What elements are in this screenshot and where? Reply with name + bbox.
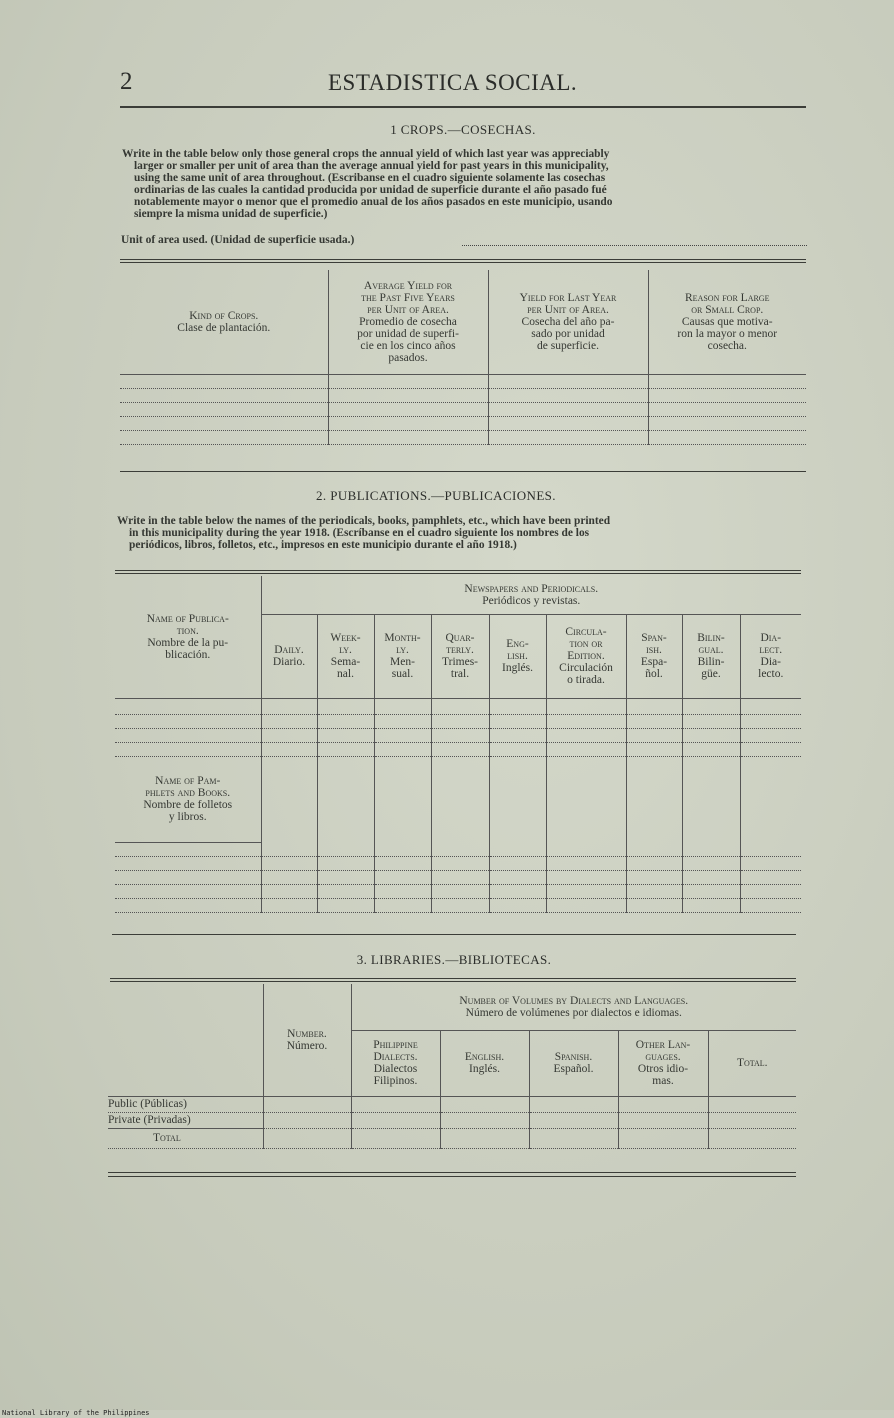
publications-table-bottom-rule (112, 934, 796, 935)
page-title: ESTADISTICA SOCIAL. (328, 70, 578, 95)
publication-entry-cell[interactable] (115, 698, 261, 714)
crops-entry-cell[interactable] (328, 402, 488, 416)
publication-entry-cell[interactable] (740, 728, 801, 742)
crops-table-bottom-rule (120, 471, 806, 472)
pamphlet-entry-cell[interactable] (682, 884, 740, 898)
col-english: Eng- lish. Inglés. (489, 614, 546, 698)
publication-entry-cell[interactable] (374, 742, 431, 756)
pamphlet-entry-cell[interactable] (740, 856, 801, 870)
publication-entry-cell[interactable] (489, 714, 546, 728)
pamphlet-entry-cell[interactable] (115, 842, 261, 856)
crops-table (120, 270, 806, 445)
pamphlet-entry-cell[interactable] (546, 856, 626, 870)
publication-entry-cell[interactable] (682, 742, 740, 756)
publication-entry-cell[interactable] (115, 728, 261, 742)
libraries-table-bottom-rule (108, 1176, 796, 1177)
library-entry-cell[interactable] (529, 1128, 618, 1148)
library-entry-cell[interactable] (351, 1112, 440, 1128)
pamphlet-entry-cell[interactable] (374, 870, 431, 884)
crops-entry-cell[interactable] (488, 402, 648, 416)
publication-entry-cell[interactable] (317, 698, 374, 714)
pamphlet-entry-cell[interactable] (489, 870, 546, 884)
pamphlet-entry-cell[interactable] (626, 842, 682, 856)
publication-entry-cell[interactable] (546, 698, 626, 714)
publications-table-top-rule (115, 570, 801, 571)
library-entry-cell[interactable] (708, 1112, 796, 1128)
pamphlet-entry-cell[interactable] (682, 842, 740, 856)
pamphlet-entry-cell[interactable] (374, 856, 431, 870)
publication-entry-cell[interactable] (489, 742, 546, 756)
crops-entry-cell[interactable] (488, 388, 648, 402)
pamphlet-entry-cell[interactable] (546, 842, 626, 856)
pamphlet-entry-cell[interactable] (261, 898, 317, 912)
publication-entry-cell[interactable] (115, 714, 261, 728)
pamphlet-entry-cell[interactable] (431, 884, 489, 898)
library-entry-cell[interactable] (529, 1112, 618, 1128)
pamphlet-entry-cell[interactable] (374, 884, 431, 898)
crops-intro-line: ordinarias de las cuales la cantidad producida por unidad de superficie durante el año pasado fué (134, 184, 607, 196)
crops-intro-line: using the same unit of area throughout. (Escribanse en el cuadro siguiente solamente las cosechas (134, 172, 606, 184)
crops-header-last-year: Yield for Last Year per Unit of Area. Cosecha del año pa- sado por unidad de superficie. (488, 270, 648, 374)
unit-of-area-label: Unit of area used. (Unidad de superficie usada.) (121, 234, 355, 246)
pamphlet-entry-cell[interactable] (115, 884, 261, 898)
pamphlet-entry-cell[interactable] (489, 884, 546, 898)
library-entry-cell[interactable] (618, 1128, 708, 1148)
publication-entry-cell[interactable] (626, 698, 682, 714)
publication-entry-cell[interactable] (374, 728, 431, 742)
col-library-spanish: Spanish. Español. (529, 1030, 618, 1096)
crops-section-title: 1 CROPS.—COSECHAS. (390, 122, 536, 137)
pamphlet-entry-cell[interactable] (740, 870, 801, 884)
library-entry-cell[interactable] (708, 1096, 796, 1112)
publication-entry-cell[interactable] (374, 714, 431, 728)
crops-entry-cell[interactable] (648, 416, 806, 430)
pamphlet-entry-cell[interactable] (489, 898, 546, 912)
publications-table (115, 576, 801, 913)
crops-entry-cell[interactable] (488, 430, 648, 444)
col-dialect: Dia- lect. Dia- lecto. (740, 614, 801, 698)
libraries-section-title: 3. LIBRARIES.—BIBLIOTECAS. (356, 952, 552, 967)
publication-entry-cell[interactable] (431, 714, 489, 728)
library-entry-cell[interactable] (618, 1096, 708, 1112)
pamphlet-entry-cell[interactable] (682, 856, 740, 870)
publication-entry-cell[interactable] (317, 714, 374, 728)
crops-entry-cell[interactable] (328, 388, 488, 402)
crops-header-average: Average Yield for the Past Five Years per Unit of Area. Promedio de cosecha por unidad de superfi- cie en los cinco años pasados. (328, 270, 488, 374)
pamphlet-entry-cell[interactable] (115, 870, 261, 884)
volumes-group-header: Number of Volumes by Dialects and Languages. Número de volúmenes por dialectos e idiomas. (351, 984, 796, 1030)
publications-intro (117, 515, 811, 551)
col-library-total: Total. (708, 1030, 796, 1096)
pamphlet-entry-cell[interactable] (317, 870, 374, 884)
publication-entry-cell[interactable] (431, 728, 489, 742)
crops-table-top-rule (120, 262, 806, 263)
pamphlet-entry-cell[interactable] (431, 842, 489, 856)
pamphlet-entry-cell[interactable] (317, 898, 374, 912)
libraries-table-top-rule (110, 981, 796, 982)
publication-entry-cell[interactable] (682, 698, 740, 714)
publication-entry-cell[interactable] (740, 742, 801, 756)
unit-of-area-field[interactable] (462, 245, 807, 246)
publication-entry-cell[interactable] (261, 728, 317, 742)
pamphlet-entry-cell[interactable] (626, 884, 682, 898)
pamphlet-entry-cell[interactable] (115, 898, 261, 912)
pamphlet-entry-cell[interactable] (317, 884, 374, 898)
col-philippine-dialects: Philippine Dialects. Dialectos Filipinos. (351, 1030, 440, 1096)
pamphlet-entry-cell[interactable] (261, 884, 317, 898)
library-entry-cell[interactable] (618, 1112, 708, 1128)
pamphlet-entry-cell[interactable] (431, 870, 489, 884)
crops-entry-cell[interactable] (120, 388, 328, 402)
libraries-table-bottom-rule (108, 1172, 796, 1173)
pamphlet-entry-cell[interactable] (317, 842, 374, 856)
crops-entry-cell[interactable] (648, 374, 806, 388)
pamphlet-entry-cell[interactable] (431, 898, 489, 912)
publication-entry-cell[interactable] (489, 728, 546, 742)
libraries-table-top-rule (110, 978, 796, 979)
publication-entry-cell[interactable] (317, 742, 374, 756)
crops-entry-cell[interactable] (328, 416, 488, 430)
library-entry-cell[interactable] (529, 1096, 618, 1112)
crops-intro (122, 148, 812, 220)
crops-entry-cell[interactable] (488, 374, 648, 388)
publication-entry-cell[interactable] (546, 714, 626, 728)
col-spanish: Span- ish. Espa- ñol. (626, 614, 682, 698)
publication-entry-cell[interactable] (626, 728, 682, 742)
library-entry-cell[interactable] (440, 1128, 529, 1148)
library-credit: National Library of the Philippines (2, 1409, 150, 1417)
pamphlet-entry-cell[interactable] (317, 856, 374, 870)
pamphlet-entry-cell[interactable] (740, 884, 801, 898)
pamphlet-entry-cell[interactable] (682, 870, 740, 884)
pamphlet-entry-cell[interactable] (115, 856, 261, 870)
library-entry-cell[interactable] (263, 1096, 351, 1112)
publication-entry-cell[interactable] (261, 714, 317, 728)
col-circulation: Circula- tion or Edition. Circulación o tirada. (546, 614, 626, 698)
publication-name-header: Name of Publica- tion. Nombre de la pu- blicación. (115, 576, 261, 698)
crops-entry-cell[interactable] (120, 430, 328, 444)
crops-entry-cell[interactable] (488, 416, 648, 430)
crops-header-kind: Kind of Crops. Clase de plantación. (120, 270, 328, 374)
pamphlet-entry-cell[interactable] (546, 884, 626, 898)
col-other-languages: Other Lan- guages. Otros idio- mas. (618, 1030, 708, 1096)
publication-entry-cell[interactable] (261, 698, 317, 714)
pamphlet-entry-cell[interactable] (740, 898, 801, 912)
library-row-private-label: Private (Privadas) (108, 1112, 263, 1128)
publication-entry-cell[interactable] (546, 728, 626, 742)
publications-table-top-rule (115, 573, 801, 574)
publication-entry-cell[interactable] (682, 728, 740, 742)
crops-table-top-rule (120, 259, 806, 260)
publication-entry-cell[interactable] (546, 742, 626, 756)
crops-intro-line: larger or smaller per unit of area than the average annual yield for past years in this municipality, (134, 160, 609, 172)
pamphlet-entry-cell[interactable] (546, 870, 626, 884)
pamphlet-entry-cell[interactable] (740, 842, 801, 856)
library-number-header: Number. Número. (263, 984, 351, 1096)
pamphlet-entry-cell[interactable] (626, 856, 682, 870)
publications-section-title: 2. PUBLICATIONS.—PUBLICACIONES. (316, 488, 556, 503)
pamphlet-entry-cell[interactable] (546, 898, 626, 912)
library-entry-cell[interactable] (263, 1112, 351, 1128)
pamphlet-entry-cell[interactable] (431, 856, 489, 870)
publication-entry-cell[interactable] (489, 698, 546, 714)
libraries-table (108, 984, 796, 1149)
pamphlet-entry-cell[interactable] (261, 856, 317, 870)
col-bilingual: Bilin- gual. Bilin- güe. (682, 614, 740, 698)
pamphlet-entry-cell[interactable] (626, 898, 682, 912)
col-weekly: Week- ly. Sema- nal. (317, 614, 374, 698)
page-number: 2 (120, 68, 133, 95)
crops-entry-cell[interactable] (120, 402, 328, 416)
publication-entry-cell[interactable] (740, 714, 801, 728)
col-quarterly: Quar- terly. Trimes- tral. (431, 614, 489, 698)
header-rule (120, 106, 806, 108)
publications-intro-line: periódicos, libros, folletos, etc., impresos en este municipio durante el año 1918.) (129, 539, 517, 551)
library-row-public-label: Public (Públicas) (108, 1096, 263, 1112)
publication-entry-cell[interactable] (115, 742, 261, 756)
pamphlet-entry-cell[interactable] (682, 898, 740, 912)
library-entry-cell[interactable] (440, 1096, 529, 1112)
pamphlet-entry-cell[interactable] (374, 898, 431, 912)
crops-entry-cell[interactable] (648, 430, 806, 444)
pamphlet-entry-cell[interactable] (261, 842, 317, 856)
library-entry-cell[interactable] (351, 1096, 440, 1112)
col-library-english: English. Inglés. (440, 1030, 529, 1096)
publications-intro-line: Write in the table below the names of the periodicals, books, pamphlets, etc., which have been printed (117, 515, 611, 527)
publication-entry-cell[interactable] (374, 698, 431, 714)
library-entry-cell[interactable] (708, 1128, 796, 1148)
publication-entry-cell[interactable] (626, 714, 682, 728)
library-entry-cell[interactable] (263, 1128, 351, 1148)
publication-entry-cell[interactable] (261, 742, 317, 756)
library-label-header (108, 984, 263, 1096)
library-row-total-label: Total (108, 1128, 263, 1148)
pamphlets-header: Name of Pam- phlets and Books. Nombre de folletos y libros. (115, 756, 261, 842)
crops-entry-cell[interactable] (648, 388, 806, 402)
crops-intro-line: Write in the table below only those general crops the annual yield of which last year was appreciably (122, 148, 610, 160)
crops-entry-cell[interactable] (648, 402, 806, 416)
library-entry-cell[interactable] (351, 1128, 440, 1148)
library-entry-cell[interactable] (440, 1112, 529, 1128)
publication-entry-cell[interactable] (317, 728, 374, 742)
publication-entry-cell[interactable] (740, 698, 801, 714)
crops-intro-line: notablemente mayor o menor que el promedio anual de los años pasados en este municipio, usando (134, 196, 613, 208)
pamphlet-entry-cell[interactable] (261, 870, 317, 884)
crops-entry-cell[interactable] (120, 416, 328, 430)
pamphlet-entry-cell[interactable] (489, 856, 546, 870)
crops-entry-cell[interactable] (328, 430, 488, 444)
crops-entry-cell[interactable] (120, 374, 328, 388)
newspapers-group-header: Newspapers and Periodicals. Periódicos y revistas. (261, 576, 801, 614)
pamphlet-entry-cell[interactable] (374, 842, 431, 856)
crops-entry-cell[interactable] (328, 374, 488, 388)
crops-header-reason: Reason for Large or Small Crop. Causas que motiva- ron la mayor o menor cosecha. (648, 270, 806, 374)
crops-intro-line: siempre la misma unidad de superficie.) (134, 208, 328, 220)
col-daily: Daily. Diario. (261, 614, 317, 698)
publication-entry-cell[interactable] (682, 714, 740, 728)
publication-entry-cell[interactable] (626, 742, 682, 756)
pamphlet-entry-cell[interactable] (489, 842, 546, 856)
pamphlet-entry-cell[interactable] (626, 870, 682, 884)
col-monthly: Month- ly. Men- sual. (374, 614, 431, 698)
publication-entry-cell[interactable] (431, 742, 489, 756)
publication-entry-cell[interactable] (431, 698, 489, 714)
publications-intro-line: in this municipality during the year 1918. (Escríbanse en el cuadro siguiente los nombres de los (129, 527, 590, 539)
